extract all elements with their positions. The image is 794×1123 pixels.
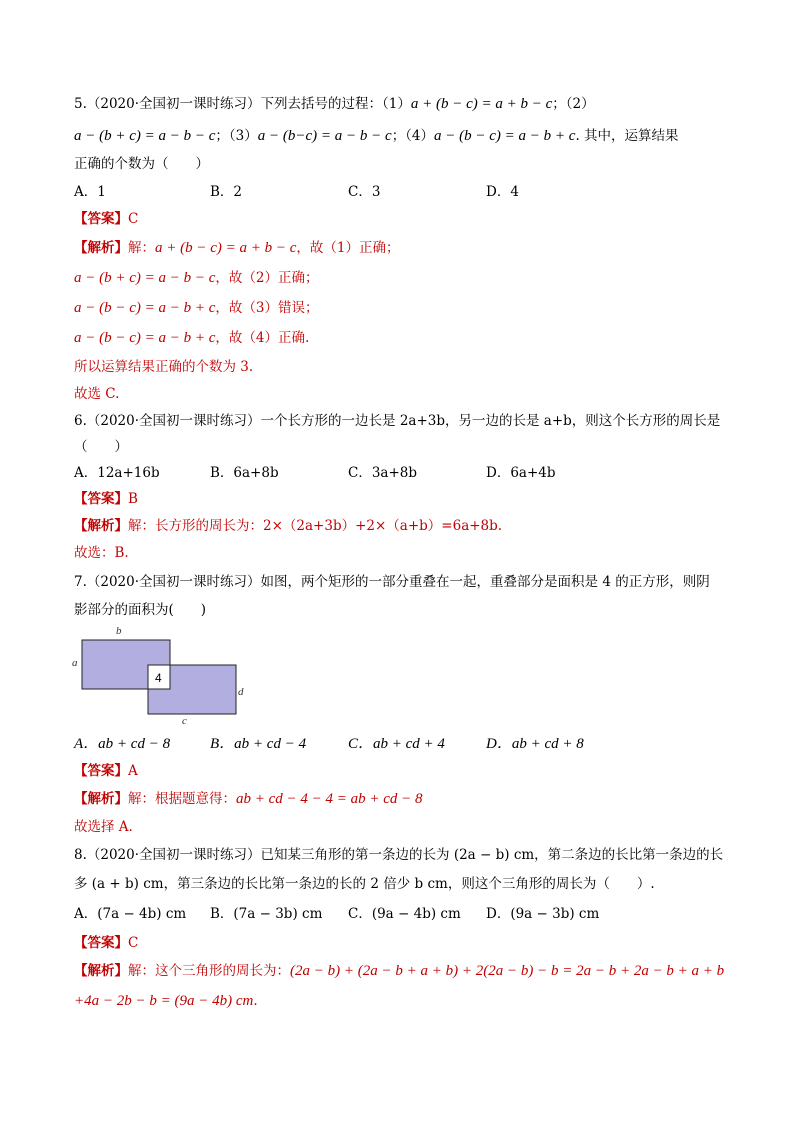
q6-option-d: D．6a+4b xyxy=(486,465,556,481)
q7-option-a: A．ab + cd − 8 xyxy=(74,736,171,752)
q6-answer: 【答案】B xyxy=(74,491,138,507)
q6-choose: 故选：B. xyxy=(74,545,129,561)
q5-analysis-line3: a − (b − c) = a − b + c，故（3）错误； xyxy=(74,300,319,316)
q7-option-d: D．ab + cd + 8 xyxy=(486,736,584,752)
q7-option-c: C．ab + cd + 4 xyxy=(348,736,445,752)
rectangles-figure xyxy=(68,622,248,728)
q7-option-b: B．ab + cd − 4 xyxy=(210,736,307,752)
q5-analysis-line1: 【解析】解：a + (b − c) = a + b − c，故（1）正确； xyxy=(74,240,400,256)
q5-option-b: B．2 xyxy=(210,184,243,200)
q8-option-a: A．(7a − 4b) cm xyxy=(74,906,187,922)
q5-stem-line3: 正确的个数为（ ） xyxy=(74,156,209,172)
overlap-area-label: 4 xyxy=(155,671,162,685)
q7-answer: 【答案】A xyxy=(74,763,138,779)
q6-option-a: A．12a+16b xyxy=(74,465,160,481)
q8-option-c: C．(9a − 4b) cm xyxy=(348,906,461,922)
q5-expr2: a − (b + c) = a − b − c xyxy=(74,128,216,144)
q6-option-b: B．6a+8b xyxy=(210,465,279,481)
q6-stem-line2: （ ） xyxy=(74,439,128,455)
q5-choose: 故选 C. xyxy=(74,386,120,402)
q6-stem-line1: 6.（2020·全国初一课时练习）一个长方形的一边长是 2a+3b，另一边的长是 a+b，则这个长方形的周长是 xyxy=(74,413,721,429)
q6-option-c: C．3a+8b xyxy=(348,465,418,481)
q5-expr1: a + (b − c) = a + b − c xyxy=(410,96,553,112)
label-d: d xyxy=(238,686,244,698)
q5-option-c: C．3 xyxy=(348,184,381,200)
q5-analysis-line4: a − (b − c) = a − b + c，故（4）正确. xyxy=(74,330,310,346)
q7-choose: 故选择 A. xyxy=(74,819,133,835)
q8-option-d: D．(9a − 3b) cm xyxy=(486,906,600,922)
q8-analysis-line1: 【解析】解：这个三角形的周长为：(2a − b) + (2a − b + a + b) + 2(2a − b) − b = 2a − b + 2a − b + a + b xyxy=(74,963,725,979)
q5-stem-line1: 5.（2020·全国初一课时练习）下列去括号的过程：（1）a + (b − c) = a + b − c；（2） xyxy=(74,96,595,112)
label-c: c xyxy=(182,715,187,727)
q8-stem-line1: 8.（2020·全国初一课时练习）已知某三角形的第一条边的长为 (2a − b) cm，第二条边的长比第一条边的长 xyxy=(74,847,724,863)
q5-stem-line2: a − (b + c) = a − b − c；（3）a − (b−c) = a − b − c；（4）a − (b − c) = a − b + c. 其中，运算结果 xyxy=(74,128,679,144)
q5-expr3: a − (b−c) = a − b − c xyxy=(257,128,392,144)
label-a: a xyxy=(72,657,78,669)
q5-analysis-line2: a − (b + c) = a − b − c，故（2）正确； xyxy=(74,270,319,286)
q8-stem-line2: 多 (a + b) cm，第三条边的长比第一条边的长的 2 倍少 b cm，则这个三角形的周长为（ ）. xyxy=(74,876,655,892)
q5-summary: 所以运算结果正确的个数为 3. xyxy=(74,359,254,375)
label-b: b xyxy=(116,625,122,637)
q5-expr4: a − (b − c) = a − b + c xyxy=(434,128,576,144)
q7-analysis: 【解析】解：根据题意得：ab + cd − 4 − 4 = ab + cd − 8 xyxy=(74,791,423,807)
q6-analysis: 【解析】解：长方形的周长为：2×（2a+3b）+2×（a+b）=6a+8b. xyxy=(74,518,503,534)
q5-option-d: D．4 xyxy=(486,184,519,200)
q8-answer: 【答案】C xyxy=(74,935,139,951)
q7-stem-line2: 影部分的面积为( ) xyxy=(74,602,207,618)
q8-analysis-line2: +4a − 2b − b = (9a − 4b) cm. xyxy=(74,993,258,1009)
q5-option-a: A．1 xyxy=(74,184,106,200)
q7-stem-line1: 7.（2020·全国初一课时练习）如图，两个矩形的一部分重叠在一起，重叠部分是面积是 4 的正方形，则阴 xyxy=(74,574,710,590)
q8-option-b: B．(7a − 3b) cm xyxy=(210,906,323,922)
q5-answer: 【答案】C xyxy=(74,211,139,227)
